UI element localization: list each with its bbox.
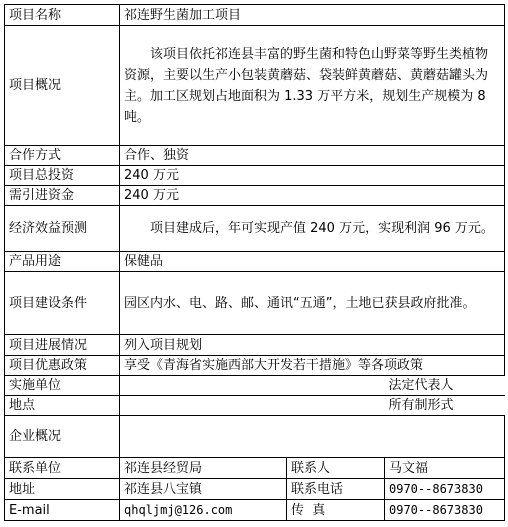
contact-email-value[interactable]: qhqljmj@126.com — [120, 500, 287, 521]
row-contact-email — [5, 500, 505, 521]
project-name-value: 祁连野生菌加工项目 — [120, 5, 505, 26]
contact-phone-value: 0970--8673830 — [385, 479, 505, 500]
project-overview-cell — [120, 26, 505, 146]
enterprise-location-label: 地点 — [5, 396, 120, 416]
contact-person-label: 联系人 — [287, 458, 385, 479]
row-cooperation — [5, 146, 505, 166]
contact-person-value: 马文福 — [385, 458, 505, 479]
policy-value: 享受《青海省实施西部大开发若干措施》等各项政策 — [120, 356, 505, 376]
contact-unit-value: 祁连县经贸局 — [120, 458, 287, 479]
row-enterprise-unit — [5, 376, 505, 396]
conditions-value: 园区内水、电、路、邮、通讯“五通”，土地已获县政府批准。 — [120, 272, 505, 335]
benefit-cell — [120, 206, 505, 252]
policy-label: 项目优惠政策 — [5, 356, 120, 376]
ownership-label: 所有制形式 — [385, 396, 505, 416]
row-usage — [5, 252, 505, 272]
row-progress — [5, 335, 505, 356]
contact-address-value: 祁连县八宝镇 — [120, 479, 287, 500]
cooperation-label: 合作方式 — [5, 146, 120, 166]
contact-phone-label: 联系电话 — [287, 479, 385, 500]
contact-fax-value: 0970--8673830 — [385, 500, 505, 521]
row-enterprise-overview — [5, 416, 505, 458]
enterprise-unit-label: 实施单位 — [5, 376, 120, 396]
project-overview-label: 项目概况 — [5, 26, 120, 146]
row-project-name — [5, 5, 505, 26]
row-conditions — [5, 272, 505, 335]
total-investment-label: 项目总投资 — [5, 166, 120, 186]
enterprise-overview-value — [120, 416, 505, 458]
required-funding-value: 240 万元 — [120, 186, 505, 206]
usage-value: 保健品 — [120, 252, 505, 272]
benefit-value: 项目建成后，年可实现产值 240 万元，实现利润 96 万元。 — [150, 221, 494, 236]
progress-value: 列入项目规划 — [120, 335, 505, 356]
project-info-table — [4, 4, 505, 521]
cooperation-value: 合作、独资 — [120, 146, 505, 166]
contact-address-label: 地址 — [5, 479, 120, 500]
required-funding-label: 需引进资金 — [5, 186, 120, 206]
benefit-label: 经济效益预测 — [5, 206, 120, 252]
row-contact-unit — [5, 458, 505, 479]
row-policy — [5, 356, 505, 376]
contact-fax-label: 传 真 — [287, 500, 385, 521]
contact-email-label: E-mail — [5, 500, 120, 521]
usage-label: 产品用途 — [5, 252, 120, 272]
enterprise-unit-value — [120, 376, 385, 396]
row-contact-address — [5, 479, 505, 500]
enterprise-overview-label: 企业概况 — [5, 416, 120, 458]
row-enterprise-location — [5, 396, 505, 416]
legal-rep-label: 法定代表人 — [385, 376, 505, 396]
row-total-investment — [5, 166, 505, 186]
row-required-funding — [5, 186, 505, 206]
row-project-overview — [5, 26, 505, 146]
enterprise-location-value — [120, 396, 385, 416]
total-investment-value: 240 万元 — [120, 166, 505, 186]
conditions-label: 项目建设条件 — [5, 272, 120, 335]
project-name-label: 项目名称 — [5, 5, 120, 26]
project-overview-value: 该项目依托祁连县丰富的野生菌和特色山野菜等野生类植物资源，主要以生产小包装黄蘑菇、袋装鲜黄蘑菇、黄蘑菇罐头为主。加工区规划占地面积为 1.33 万平方米，规划生产规模为 8 吨。 — [124, 46, 489, 125]
row-benefit — [5, 206, 505, 252]
progress-label: 项目进展情况 — [5, 335, 120, 356]
contact-unit-label: 联系单位 — [5, 458, 120, 479]
